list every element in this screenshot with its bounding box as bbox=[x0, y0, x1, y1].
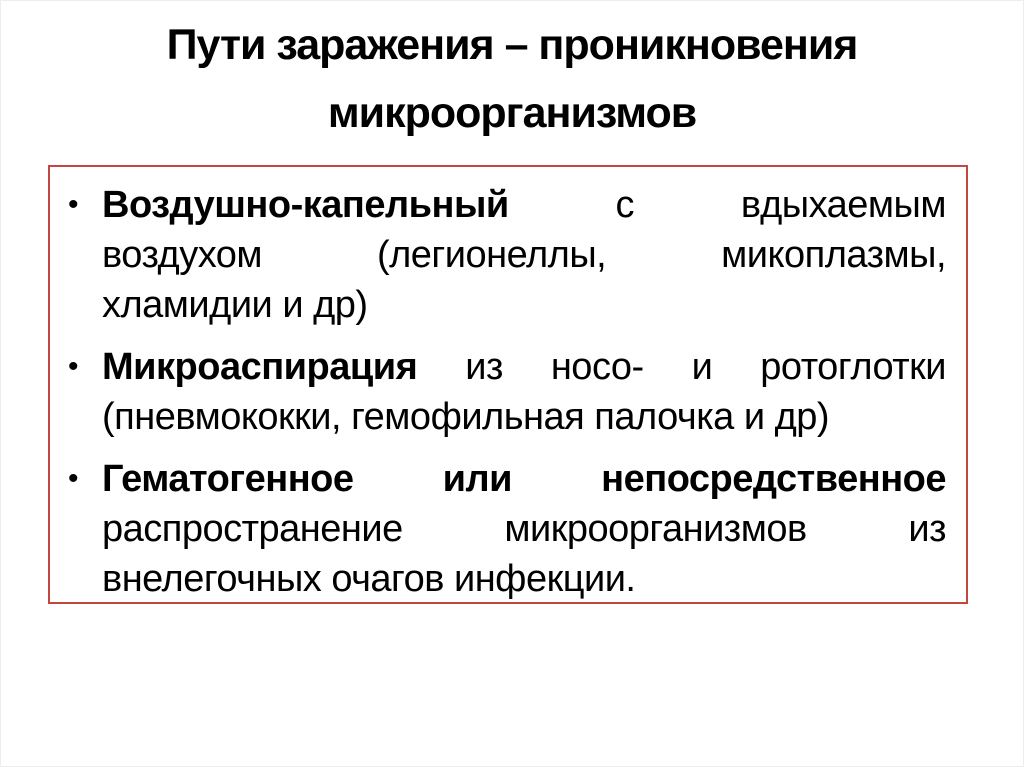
bullet-line: распространение микроорганизмов из bbox=[102, 508, 946, 550]
slide-title: Пути заражения – проникновения микроорганизмов bbox=[166, 21, 858, 137]
bullet-lead-text: Воздушно-капельный bbox=[102, 184, 509, 226]
bullet-marker: • bbox=[68, 462, 79, 495]
bullet-tail-text: с вдыхаемым bbox=[508, 184, 946, 226]
bullet-line bbox=[102, 454, 946, 504]
bullet-text bbox=[102, 180, 946, 330]
bullet-text bbox=[102, 342, 946, 442]
bullet-line bbox=[102, 180, 946, 230]
content-box bbox=[48, 165, 968, 604]
bullet-line: (пневмококки, гемофильная палочка и др) bbox=[102, 396, 830, 438]
bullet-text bbox=[102, 454, 946, 604]
bullet-tail-text: из носо- и ротоглотки bbox=[417, 346, 946, 388]
bullet-item-airborne bbox=[66, 180, 946, 330]
bullet-line: воздухом (легионеллы, микоплазмы, bbox=[102, 234, 946, 276]
bullet-line: внелегочных очагов инфекции. bbox=[102, 558, 636, 600]
bullet-line bbox=[102, 342, 946, 392]
bullet-lead-text: Микроаспирация bbox=[102, 346, 418, 388]
bullet-marker: • bbox=[68, 350, 79, 383]
bullet-marker: • bbox=[68, 188, 79, 221]
bullet-line: хламидии и др) bbox=[102, 284, 368, 326]
bullet-lead-text: Гематогенное или непосредственное bbox=[102, 458, 946, 500]
bullet-item-microaspiration bbox=[66, 342, 946, 442]
bullet-item-hematogenous bbox=[66, 454, 946, 604]
